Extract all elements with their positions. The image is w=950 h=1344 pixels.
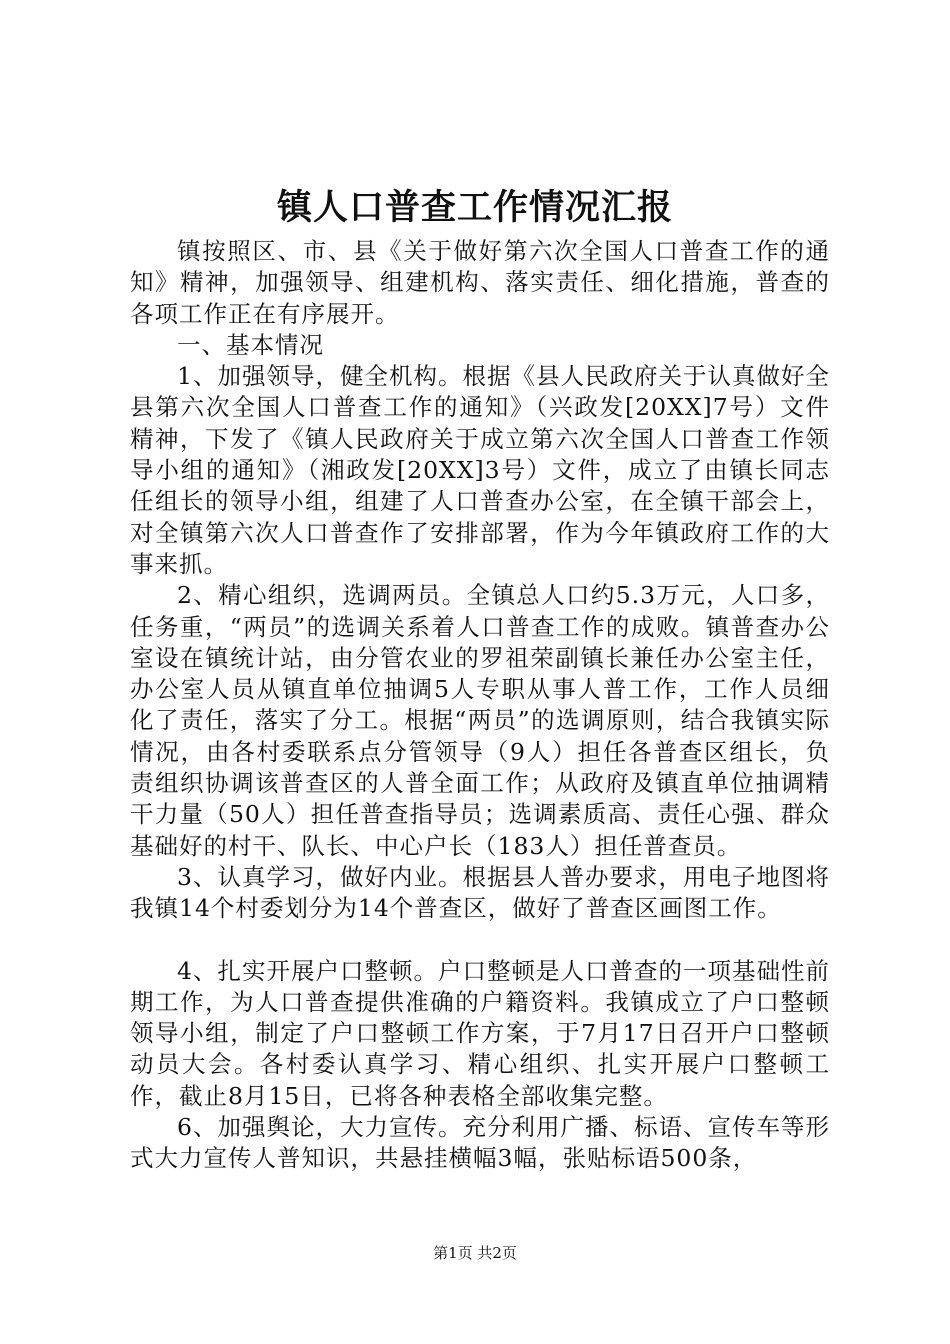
paragraph-organization: 2、精心组织，选调两员。全镇总人口约5.3万元，人口多，任务重，“两员”的选调关系着人口普查工作的成败。镇普查办公室设在镇统计站，由分管农业的罗祖荣副镇长兼任办公室主任，办公室人员从镇直单位抽调5人专职从事人普工作，工作人员细化了责任，落实了分工。根据“两员”的选调原则，结合我镇实际情况，由各村委联系点分管领导（9人）担任各普查区组长，负责组织协调该普查区的人普全面工作；从政府及镇直单位抽调精干力量（50人）担任普查指导员；选调素质高、责任心强、群众基础好的村干、队长、中心户长（183人）担任普查员。 (130, 581, 830, 860)
document-body (130, 236, 830, 1175)
section-heading-basic-situation: 一、基本情况 (177, 330, 324, 359)
paragraph-leadership: 1、加强领导，健全机构。根据《县人民政府关于认真做好全县第六次全国人口普查工作的通知》（兴政发[20XX]7号）文件精神，下发了《镇人民政府关于成立第六次全国人口普查工作领导小组的通知》（湘政发[20XX]3号）文件，成立了由镇长同志任组长的领导小组，组建了人口普查办公室，在全镇干部会上，对全镇第六次人口普查作了安排部署，作为今年镇政府工作的大事来抓。 (130, 362, 830, 578)
page-footer: 第1页 共2页 (433, 1244, 517, 1262)
paragraph-household-registration: 4、扎实开展户口整顿。户口整顿是人口普查的一项基础性前期工作，为人口普查提供准确的户籍资料。我镇成立了户口整顿领导小组，制定了户口整顿工作方案，于7月17日召开户口整顿动员大会。各村委认真学习、精心组织、扎实开展户口整顿工作，截止8月15日，已将各种表格全部收集完整。 (130, 956, 830, 1110)
paragraph-publicity: 6、加强舆论，大力宣传。充分利用广播、标语、宣传车等形式大力宣传人普知识，共悬挂横幅3幅，张贴标语500条， (130, 1113, 830, 1173)
document-title: 镇人口普查工作情况汇报 (276, 187, 673, 228)
paragraph-study: 3、认真学习，做好内业。根据县人普办要求，用电子地图将我镇14个村委划分为14个普查区，做好了普查区画图工作。 (130, 862, 830, 923)
intro-paragraph: 镇按照区、市、县《关于做好第六次全国人口普查工作的通知》精神，加强领导、组建机构、落实责任、细化措施，普查的各项工作正在有序展开。 (130, 237, 830, 328)
blank-line (130, 925, 830, 956)
